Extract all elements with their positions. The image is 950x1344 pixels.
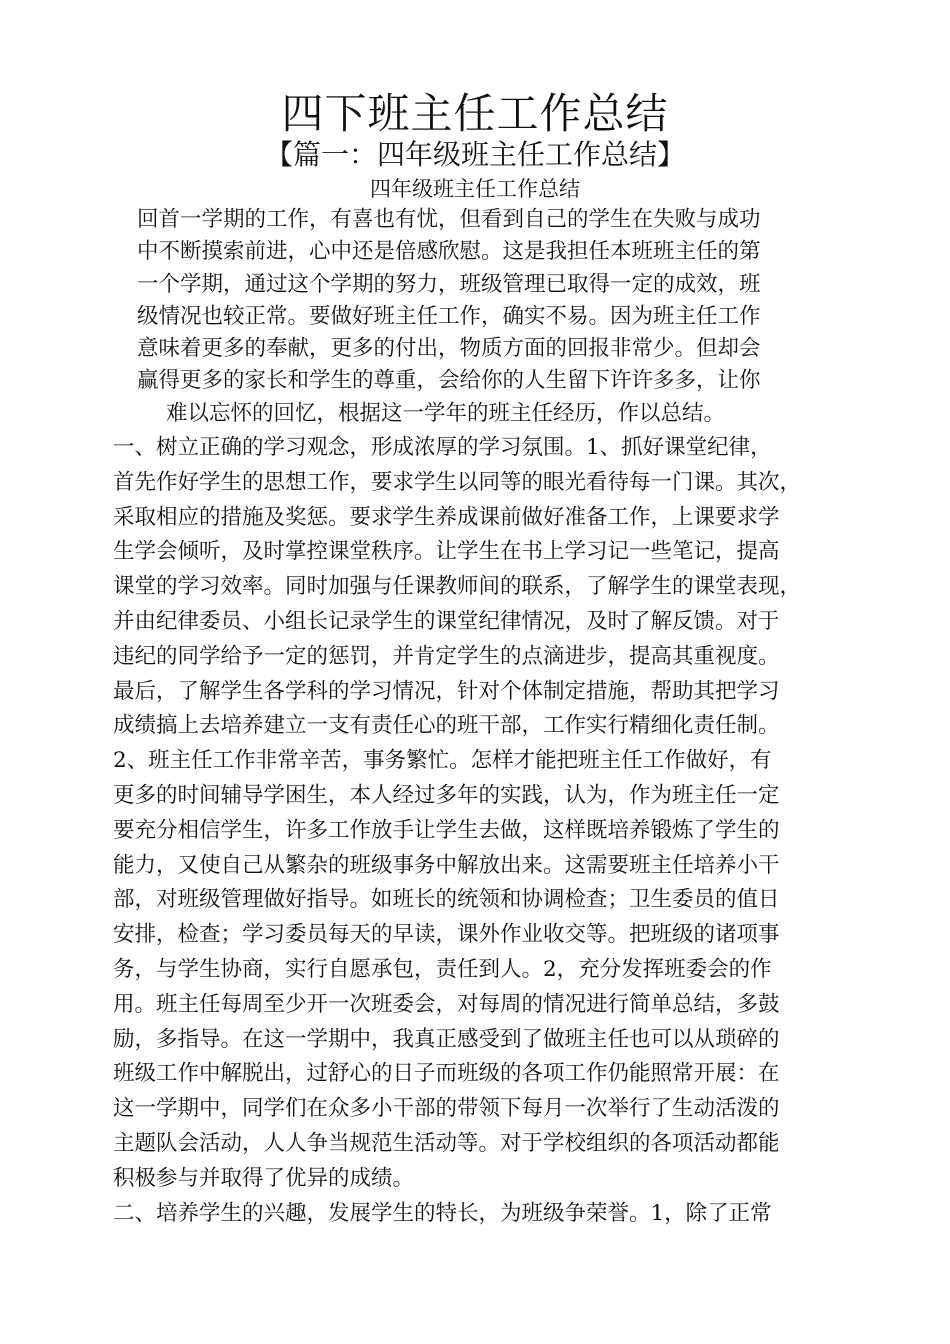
intro-line: 意味着更多的奉献，更多的付出，物质方面的回报非常少。但却会 [137, 336, 761, 362]
body-line: 二、培养学生的兴趣，发展学生的特长，为班级争荣誉。1，除了正常 [113, 1200, 772, 1226]
intro-line: 一个学期，通过这个学期的努力，班级管理已取得一定的成效，班 [137, 271, 761, 297]
body-line: 务，与学生协商，实行自愿承包，责任到人。2，充分发挥班委会的作 [113, 956, 772, 982]
body-line: 要充分相信学生，许多工作放手让学生去做，这样既培养锻炼了学生的 [113, 817, 780, 843]
body-line: 成绩搞上去培养建立一支有责任心的班干部，工作实行精细化责任制。 [113, 713, 780, 739]
body-line: 2、班主任工作非常辛苦，事务繁忙。怎样才能把班主任工作做好，有 [113, 748, 772, 774]
section-subheading: 四年级班主任工作总结 [370, 177, 580, 201]
body-line: 并由纪律委员、小组长记录学生的课堂纪律情况，及时了解反馈。对于 [113, 608, 780, 634]
intro-line: 难以忘怀的回忆，根据这一学年的班主任经历，作以总结。 [166, 400, 726, 426]
body-line: 用。班主任每周至少开一次班委会，对每周的情况进行简单总结，多鼓 [113, 991, 780, 1017]
body-line: 首先作好学生的思想工作，要求学生以同等的眼光看待每一门课。其次， [113, 469, 802, 495]
body-line: 生学会倾听，及时掌控课堂秩序。让学生在书上学习记一些笔记，提高 [113, 539, 780, 565]
intro-line: 赢得更多的家长和学生的尊重，会给你的人生留下许许多多，让你 [137, 368, 761, 394]
body-line: 安排，检查；学习委员每天的早读，课外作业收交等。把班级的诸项事 [113, 922, 780, 948]
body-line: 班级工作中解脱出，过舒心的日子而班级的各项工作仍能照常开展：在 [113, 1061, 780, 1087]
intro-line: 级情况也较正常。要做好班主任工作，确实不易。因为班主任工作 [137, 303, 761, 329]
intro-line: 中不断摸索前进，心中还是倍感欣慰。这是我担任本班班主任的第 [137, 239, 761, 265]
document-title: 四下班主任工作总结 [281, 89, 669, 138]
body-line: 主题队会活动，人人争当规范生活动等。对于学校组织的各项活动都能 [113, 1130, 780, 1156]
body-line: 能力，又使自己从繁杂的班级事务中解放出来。这需要班主任培养小干 [113, 852, 780, 878]
body-line: 励，多指导。在这一学期中，我真正感受到了做班主任也可以从琐碎的 [113, 1026, 780, 1052]
body-line: 课堂的学习效率。同时加强与任课教师间的联系，了解学生的课堂表现， [113, 574, 802, 600]
section-subtitle: 【篇一：四年级班主任工作总结】 [264, 138, 685, 171]
body-line: 更多的时间辅导学困生，本人经过多年的实践，认为，作为班主任一定 [113, 782, 780, 808]
body-line: 采取相应的措施及奖惩。要求学生养成课前做好准备工作，上课要求学 [113, 504, 780, 530]
body-line: 违纪的同学给予一定的惩罚，并肯定学生的点滴进步，提高其重视度。 [113, 643, 780, 669]
body-line: 部，对班级管理做好指导。如班长的统领和协调检查；卫生委员的值日 [113, 887, 780, 913]
intro-paragraph [137, 204, 827, 430]
body-line: 最后，了解学生各学科的学习情况，针对个体制定措施，帮助其把学习 [113, 678, 780, 704]
body-line: 一、树立正确的学习观念，形成浓厚的学习氛围。1、抓好课堂纪律， [113, 435, 772, 460]
intro-line: 回首一学期的工作，有喜也有忧，但看到自己的学生在失败与成功 [137, 207, 761, 232]
body-line: 积极参与并取得了优异的成绩。 [113, 1165, 415, 1191]
body-text [113, 431, 853, 1231]
body-line: 这一学期中，同学们在众多小干部的带领下每月一次举行了生动活泼的 [113, 1096, 780, 1122]
